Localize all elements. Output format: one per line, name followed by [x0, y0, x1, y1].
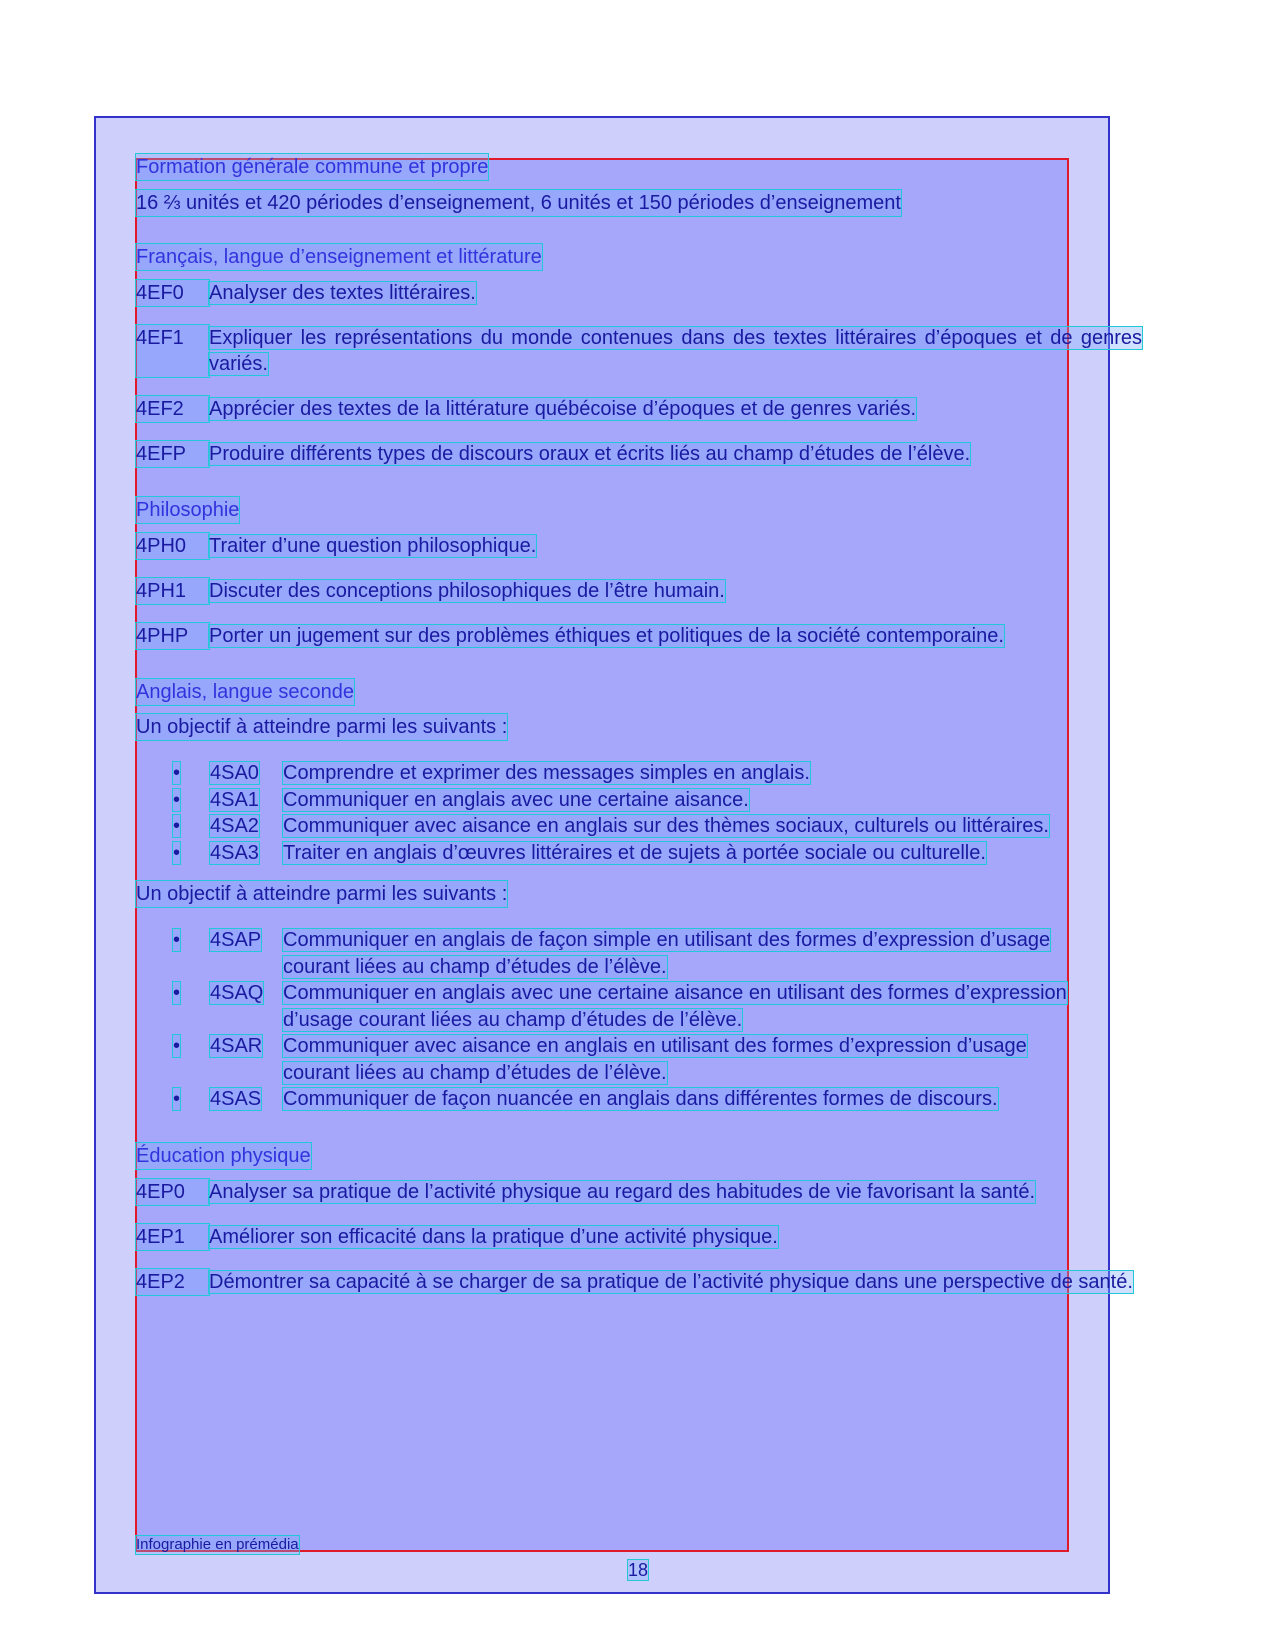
competency-row — [136, 325, 1142, 377]
objective-list — [136, 927, 1142, 1113]
list-item — [136, 980, 1142, 1033]
competency-code: 4EP0 — [136, 1179, 209, 1205]
competency-text: Porter un jugement sur des problèmes éthiques et politiques de la société contemporaine. — [209, 625, 1004, 647]
list-item — [136, 1033, 1142, 1086]
objective-text: Communiquer avec aisance en anglais en utilisant des formes d’expression d’usage courant liées au champ d’études de l’élève. — [283, 1035, 1027, 1084]
objective-text: Communiquer en anglais de façon simple en utilisant des formes d’expression d’usage courant liées au champ d’études de l’élève. — [283, 929, 1051, 978]
bullet-icon: • — [173, 1035, 181, 1057]
competency-text: Produire différents types de discours oraux et écrits liés au champ d’études de l’élève. — [209, 443, 971, 465]
competency-text: Démontrer sa capacité à se charger de sa pratique de l’activité physique dans une perspective de santé. — [209, 1270, 1133, 1293]
bullet-icon: • — [173, 815, 181, 837]
competency-row — [136, 1224, 1142, 1250]
list-item — [136, 760, 1142, 787]
intro-text: Un objectif à atteindre parmi les suivants : — [136, 716, 508, 738]
page-number: 18 — [628, 1560, 649, 1580]
section-title: Éducation physique — [136, 1144, 311, 1167]
list-item — [136, 1086, 1142, 1113]
objective-text: Communiquer avec aisance en anglais sur des thèmes sociaux, culturels ou littéraires. — [283, 815, 1049, 837]
list-item — [136, 927, 1142, 980]
list-item — [136, 787, 1142, 814]
competency-row — [136, 1269, 1142, 1295]
bullet-icon: • — [173, 1088, 181, 1110]
document-title: Formation générale commune et propre — [136, 156, 489, 178]
objective-text: Communiquer en anglais avec une certaine aisance. — [283, 788, 749, 811]
section-title: Philosophie — [136, 499, 240, 521]
objective-text: Communiquer en anglais avec une certaine aisance en utilisant des formes d’expression d’usage courant liées au champ d’études de l’élève. — [283, 982, 1067, 1031]
intro-text: Un objectif à atteindre parmi les suivants : — [136, 883, 508, 905]
competency-text: Améliorer son efficacité dans la pratique d’une activité physique. — [209, 1225, 778, 1248]
competency-row — [136, 1179, 1142, 1205]
competency-row — [136, 578, 1142, 604]
objective-text: Communiquer de façon nuancée en anglais dans différentes formes de discours. — [283, 1088, 998, 1110]
competency-code: 4PH1 — [136, 578, 209, 604]
competency-row — [136, 533, 1142, 559]
objective-code: 4SA0 — [210, 762, 259, 784]
competency-row — [136, 441, 1142, 467]
document-content — [136, 154, 1142, 1295]
bullet-icon: • — [173, 982, 181, 1004]
section-title: Anglais, langue seconde — [136, 681, 354, 703]
competency-row — [136, 396, 1142, 422]
objective-text: Comprendre et exprimer des messages simples en anglais. — [283, 762, 810, 784]
bullet-icon: • — [173, 841, 181, 864]
competency-text: Discuter des conceptions philosophiques de l’être humain. — [209, 580, 725, 602]
competency-code: 4EP1 — [136, 1224, 209, 1250]
competency-text: Apprécier des textes de la littérature québécoise d’époques et de genres variés. — [209, 398, 917, 420]
units-text: 16 ⅔ unités et 420 périodes d’enseignement, 6 unités et 150 périodes d’enseignement — [136, 192, 901, 214]
competency-code: 4EF1 — [136, 325, 209, 377]
competency-row — [136, 623, 1142, 649]
objective-code: 4SAS — [210, 1088, 262, 1110]
intro-row — [136, 705, 1142, 740]
objective-code: 4SA3 — [210, 841, 259, 864]
competency-row — [136, 280, 1142, 306]
objective-code: 4SA1 — [210, 788, 259, 811]
list-item — [136, 813, 1142, 840]
competency-code: 4EF2 — [136, 396, 209, 422]
objective-list — [136, 760, 1142, 866]
section-philosophie — [136, 497, 1142, 649]
footer-program-label: Infographie en prémédia — [136, 1536, 299, 1553]
objective-code: 4SA2 — [210, 815, 259, 837]
section-francais — [136, 244, 1142, 467]
competency-text: Analyser des textes littéraires. — [209, 282, 476, 304]
competency-code: 4PH0 — [136, 533, 209, 559]
competency-text: Expliquer les représentations du monde contenues dans des textes littéraires d’époques et de genres variés. — [209, 327, 1142, 375]
section-anglais — [136, 679, 1142, 1113]
section-education-physique — [136, 1143, 1142, 1295]
competency-text: Traiter d’une question philosophique. — [209, 535, 537, 557]
objective-text: Traiter en anglais d’œuvres littéraires et de sujets à portée sociale ou culturelle. — [283, 841, 986, 864]
competency-text: Analyser sa pratique de l’activité physique au regard des habitudes de vie favorisant la santé. — [209, 1180, 1036, 1203]
competency-code: 4PHP — [136, 623, 209, 649]
bullet-icon: • — [173, 788, 181, 811]
competency-code: 4EF0 — [136, 280, 209, 306]
intro-row — [136, 872, 1142, 907]
competency-code: 4EFP — [136, 441, 209, 467]
units-row — [136, 180, 1142, 216]
competency-code: 4EP2 — [136, 1269, 209, 1295]
list-item — [136, 840, 1142, 867]
document-title-row — [136, 154, 1142, 180]
section-title: Français, langue d’enseignement et littérature — [136, 246, 542, 268]
objective-code: 4SAP — [210, 929, 262, 951]
bullet-icon: • — [173, 929, 181, 951]
bullet-icon: • — [173, 762, 181, 784]
objective-code: 4SAQ — [210, 982, 264, 1004]
objective-code: 4SAR — [210, 1035, 263, 1057]
